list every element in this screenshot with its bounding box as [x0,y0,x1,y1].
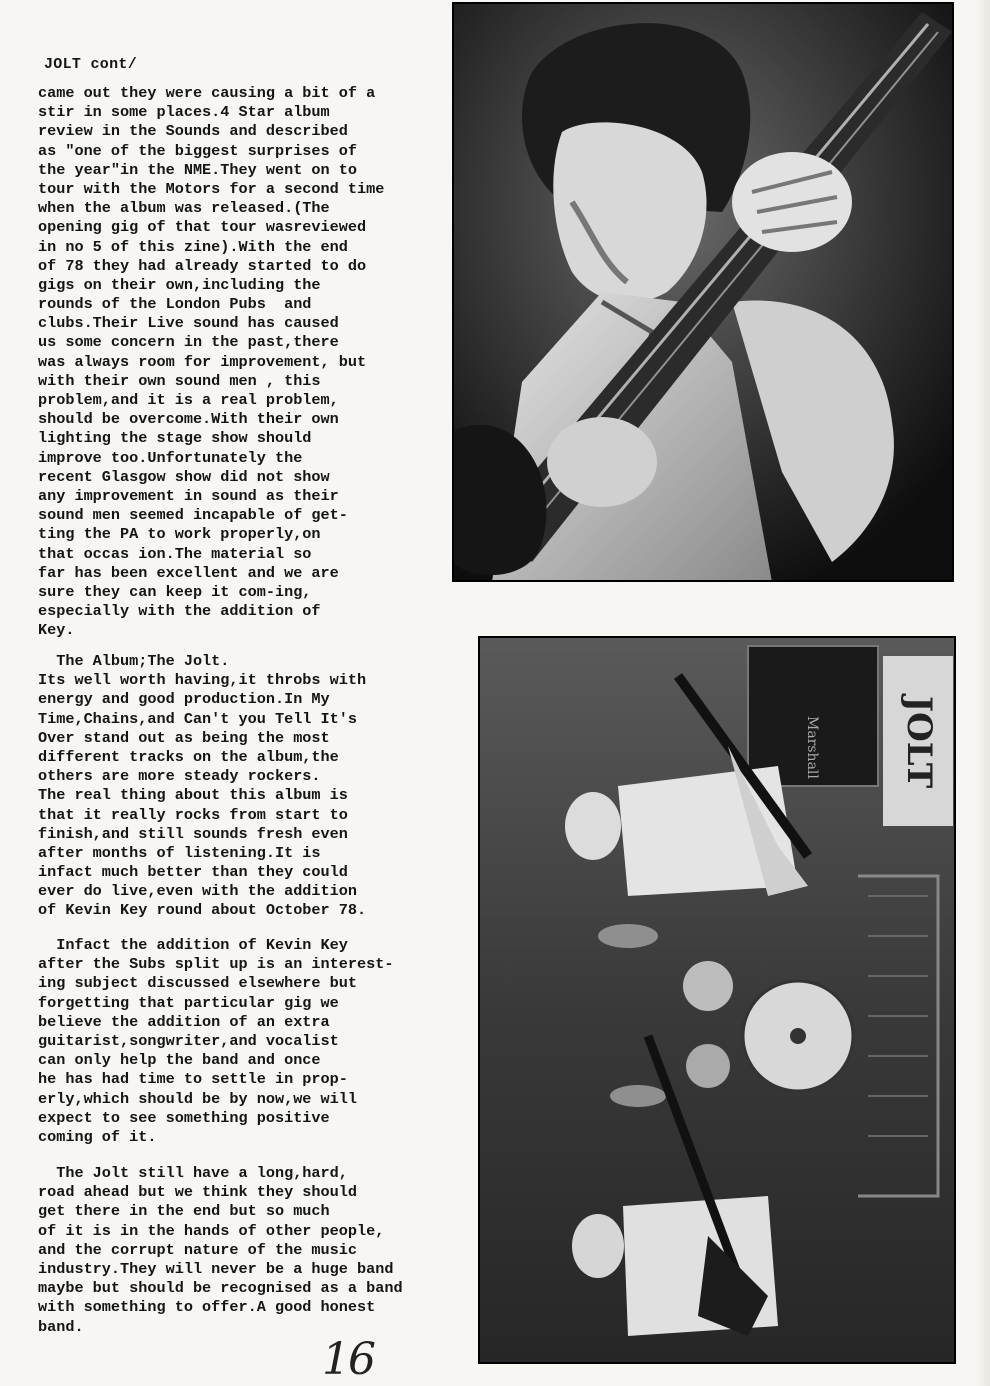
guitarist-photo-art [452,2,954,582]
text-line: ever do live,even with the addition [38,882,357,901]
text-line: Key. [38,621,75,640]
text-line: band. [38,1317,84,1336]
text-line: maybe but should be recognised as a band [38,1279,403,1298]
text-line: stir in some places.4 Star album [38,103,330,122]
text-line: tour with the Motors for a second time [38,179,385,198]
text-line: recent Glasgow show did not show [38,467,330,486]
text-line: sure they can keep it com-ing, [38,582,312,601]
text-line: that occas ion.The material so [38,544,312,563]
text-line: different tracks on the album,the [38,747,339,766]
text-line: far has been excellent and we are [38,563,339,582]
text-line: ing subject discussed elsewhere but [38,974,357,993]
text-line: infact much better than they could [38,863,348,882]
text-line: improve too.Unfortunately the [38,448,303,467]
text-line: as "one of the biggest surprises of [38,141,357,160]
amp-brand-label: Marshall [804,716,820,779]
text-line: with something to offer.A good honest [38,1298,376,1317]
text-line: the year"in the NME.They went on to [38,160,357,179]
text-line: can only help the band and once [38,1051,321,1070]
text-line: of it is in the hands of other people, [38,1221,385,1240]
text-line: when the album was released.(The [38,199,330,218]
article-heading: JOLT cont/ [44,56,138,73]
text-line: clubs.Their Live sound has caused [38,314,339,333]
text-line: guitarist,songwriter,and vocalist [38,1031,339,1050]
text-line: after months of listening.It is [38,843,321,862]
text-line: rounds of the London Pubs and [38,295,312,314]
text-line: Time,Chains,and Can't you Tell It's [38,709,357,728]
text-line: sound men seemed incapable of get- [38,506,348,525]
text-line: Over stand out as being the most [38,728,330,747]
text-line: especially with the addition of [38,602,321,621]
page-number: 16 [322,1334,374,1385]
text-line: in no 5 of this zine).With the end [38,237,348,256]
text-line: problem,and it is a real problem, [38,391,339,409]
text-block-album-review [38,652,458,921]
text-line: with their own sound men , this [38,371,321,390]
text-line: others are more steady rockers. [38,767,321,786]
text-block-kevin-key [38,936,458,1147]
text-line: The real thing about this album is [38,786,348,805]
text-line: of Kevin Key round about October 78. [38,901,367,920]
text-block-1 [38,84,458,640]
text-line: lighting the stage show should [38,429,312,448]
text-line: and the corrupt nature of the music [38,1240,357,1259]
text-line: coming of it. [38,1127,157,1146]
text-line: expect to see something positive [38,1108,330,1127]
text-line: erly,which should be by now,we will [38,1089,357,1108]
text-line: came out they were causing a bit of a [38,84,376,102]
text-line: us some concern in the past,there [38,333,339,352]
text-line: finish,and still sounds fresh even [38,824,348,843]
text-line: review in the Sounds and described [38,122,348,141]
text-line: that it really rocks from start to [38,805,348,824]
text-line: The Jolt still have a long,hard, [38,1164,348,1182]
text-line: should be overcome.With their own [38,410,339,429]
text-line: The Album;The Jolt. [38,652,230,670]
page-edge-shadow [976,0,990,1386]
text-line: ting the PA to work properly,on [38,525,321,544]
text-line: energy and good production.In My [38,690,330,709]
band-logo-text: JOLT [899,696,939,789]
text-line: gigs on their own,including the [38,275,321,294]
text-line: road ahead but we think they should [38,1183,357,1202]
band-stage-photo-art [478,636,956,1364]
text-line: industry.They will never be a huge band [38,1259,394,1278]
band-stage-photo [478,636,956,1364]
text-line: believe the addition of an extra [38,1012,330,1031]
text-line: get there in the end but so much [38,1202,330,1221]
guitarist-photo [452,2,954,582]
text-line: any improvement in sound as their [38,486,339,505]
text-line: was always room for improvement, but [38,352,367,371]
text-block-conclusion [38,1164,458,1337]
text-line: Infact the addition of Kevin Key [38,936,348,954]
text-line: forgetting that particular gig we [38,993,339,1012]
text-line: he has had time to settle in prop- [38,1070,348,1089]
text-line: of 78 they had already started to do [38,256,367,275]
text-line: opening gig of that tour wasreviewed [38,218,367,237]
text-line: Its well worth having,it throbs with [38,671,367,690]
text-line: after the Subs split up is an interest- [38,955,394,974]
